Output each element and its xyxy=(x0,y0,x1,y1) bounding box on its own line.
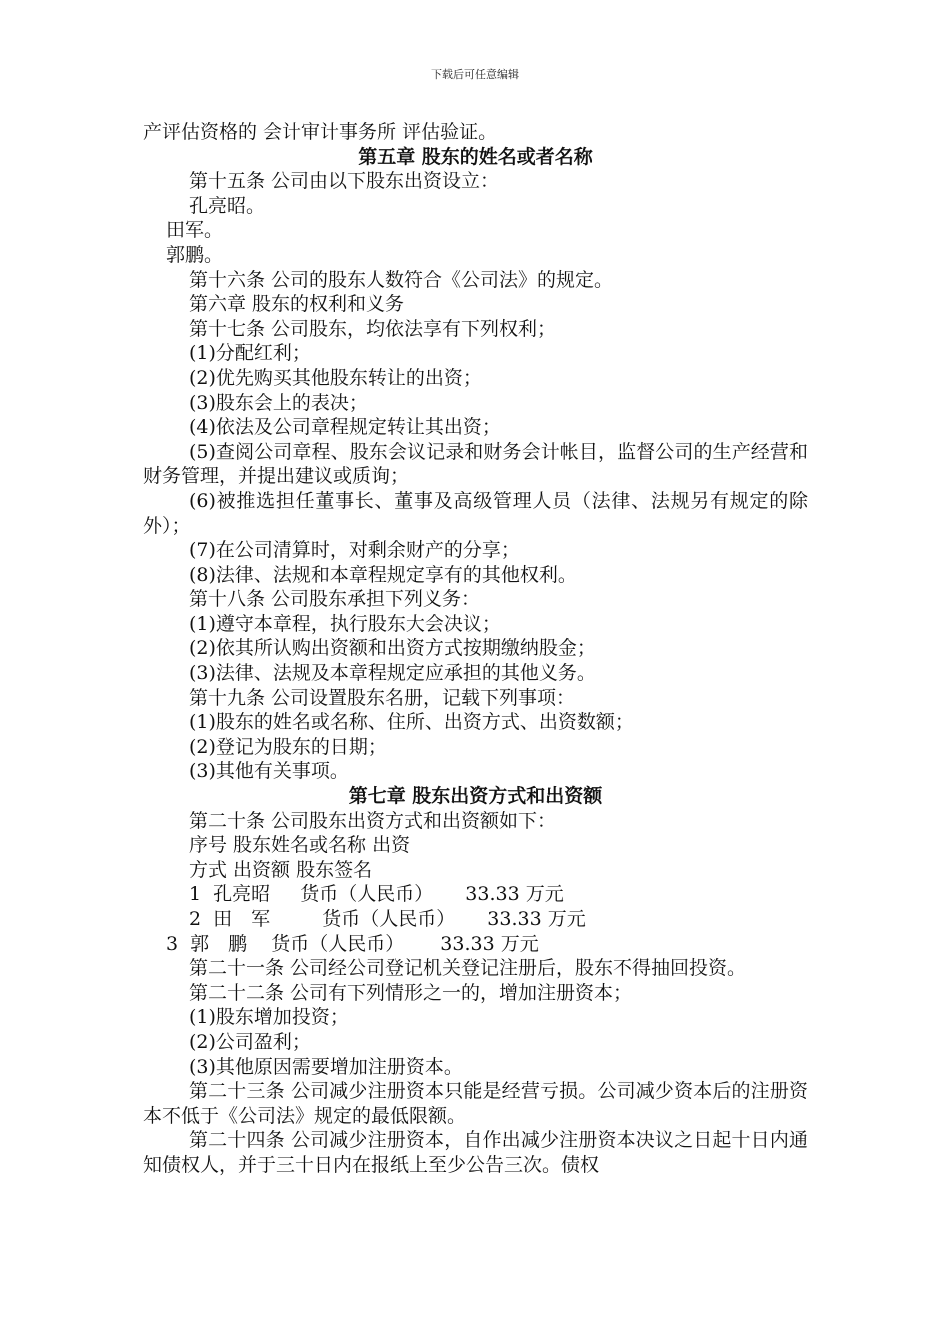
list-item: (4)依法及公司章程规定转让其出资； xyxy=(189,416,501,439)
row-number: 1 xyxy=(189,883,202,906)
shareholder-name: 田 军 xyxy=(213,908,271,930)
chapter-heading: 第七章 股东出资方式和出资额 xyxy=(348,785,603,808)
shareholder-name: 郭 鹏 xyxy=(190,932,248,955)
article-24: 第二十四条 公司减少注册资本，自作出减少注册资本决议之日起十日内通知债权人，并于三十日内在报纸上至少公告三次。债权 xyxy=(143,1129,808,1176)
article-17: 第十七条 公司股东，均依法享有下列权利； xyxy=(189,317,557,340)
list-item: (1)股东的姓名或名称、住所、出资方式、出资数额； xyxy=(189,711,634,734)
article-16: 第十六条 公司的股东人数符合《公司法》的规定。 xyxy=(189,268,614,291)
article-19: 第十九条 公司设置股东名册，记载下列事项： xyxy=(189,686,576,709)
shareholder-name: 孔亮昭 xyxy=(213,883,271,906)
contribution-amount: 33.33 万元 xyxy=(440,932,539,955)
article-20: 第二十条 公司股东出资方式和出资额如下： xyxy=(189,809,557,832)
list-item: (3)股东会上的表决； xyxy=(189,391,368,414)
article-21: 第二十一条 公司经公司登记机关登记注册后，股东不得抽回投资。 xyxy=(189,957,747,980)
contribution-amount: 33.33 万元 xyxy=(465,883,564,906)
list-item: (7)在公司清算时，对剩余财产的分享； xyxy=(189,539,520,562)
list-item: (3)其他有关事项。 xyxy=(189,760,349,783)
row-number: 3 xyxy=(166,932,179,955)
list-item: (5)查阅公司章程、股东会议记录和财务会计帐目，监督公司的生产经营和财务管理，并提出建议或质询； xyxy=(143,440,808,488)
list-item: (2)公司盈利； xyxy=(189,1030,311,1053)
page-header: 下载后可任意编辑 xyxy=(431,68,519,81)
list-item: (2)依其所认购出资额和出资方式按期缴纳股金； xyxy=(189,637,596,660)
table-row xyxy=(143,882,808,907)
table-header: 方式 出资额 股东签名 xyxy=(189,858,373,881)
article-22: 第二十二条 公司有下列情形之一的，增加注册资本； xyxy=(189,981,633,1004)
list-item: (1)股东增加投资； xyxy=(189,1006,349,1029)
article-18: 第十八条 公司股东承担下列义务： xyxy=(189,588,481,611)
chapter-heading: 第五章 股东的姓名或者名称 xyxy=(358,145,593,168)
list-item: (1)分配红利； xyxy=(189,342,311,365)
shareholder-name: 孔亮昭。 xyxy=(189,194,266,217)
list-item: (6)被推选担任董事长、董事及高级管理人员（法律、法规另有规定的除外）； xyxy=(143,489,808,537)
table-row xyxy=(143,932,808,957)
table-row xyxy=(143,907,808,932)
shareholder-name: 田军。 xyxy=(166,219,224,242)
list-item: (8)法律、法规和本章程规定享有的其他权利。 xyxy=(189,563,577,586)
shareholder-name: 郭鹏。 xyxy=(166,243,224,266)
list-item: (1)遵守本章程，执行股东大会决议； xyxy=(189,612,501,635)
chapter-heading: 第六章 股东的权利和义务 xyxy=(189,293,405,316)
paragraph-line: 产评估资格的 会计审计事务所 评估验证。 xyxy=(143,121,498,143)
row-number: 2 xyxy=(189,908,202,930)
document-body xyxy=(143,120,808,1178)
table-header: 序号 股东姓名或名称 出资 xyxy=(189,834,411,857)
contribution-method: 货币（人民币） xyxy=(271,932,405,955)
contribution-amount: 33.33 万元 xyxy=(487,908,586,930)
list-item: (3)其他原因需要增加注册资本。 xyxy=(189,1055,463,1078)
contribution-method: 货币（人民币） xyxy=(300,883,434,906)
article-15: 第十五条 公司由以下股东出资设立： xyxy=(189,170,500,193)
list-item: (2)优先购买其他股东转让的出资； xyxy=(189,366,482,389)
contribution-method: 货币（人民币） xyxy=(322,908,456,930)
list-item: (2)登记为股东的日期； xyxy=(189,735,387,758)
list-item: (3)法律、法规及本章程规定应承担的其他义务。 xyxy=(189,662,596,685)
article-23: 第二十三条 公司减少注册资本只能是经营亏损。公司减少资本后的注册资本不低于《公司法》规定的最低限额。 xyxy=(143,1080,808,1127)
